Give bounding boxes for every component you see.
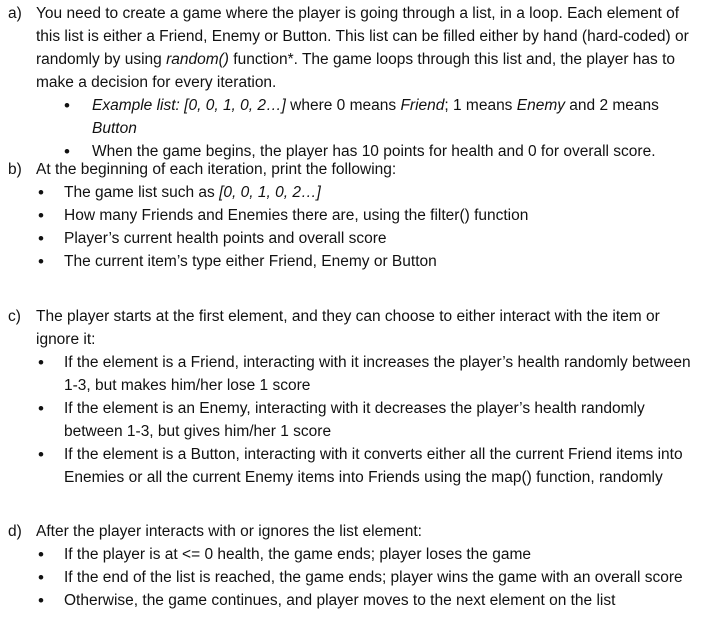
section-c-intro: The player starts at the first element, and they can choose to either interact with the item or ignore it: — [36, 308, 660, 348]
section-c-bullets — [36, 351, 706, 489]
section-d-bullets — [36, 543, 706, 612]
example-list-text: [0, 0, 1, 0, 2…] — [219, 184, 321, 201]
list-item: • The current item’s type either Friend, Enemy or Button — [36, 250, 706, 273]
example-list-text: Example list: [0, 0, 1, 0, 2…] — [92, 97, 286, 114]
section-b-body — [36, 158, 706, 273]
section-b-marker: b) — [8, 161, 22, 178]
example-text-part: where 0 means — [285, 97, 401, 114]
section-a-marker: a) — [8, 5, 22, 22]
section-a-intro — [36, 2, 706, 94]
list-item: • When the game begins, the player has 10 points for health and 0 for overall score. — [36, 140, 706, 163]
list-item: • If the element is a Friend, interacting with it increases the player’s health randomly between 1-3, but makes him/her lose 1 score — [36, 351, 706, 397]
section-b-intro: At the beginning of each iteration, print the following: — [36, 161, 397, 178]
list-item: • If the end of the list is reached, the game ends; player wins the game with an overall score — [36, 566, 706, 589]
section-d-body — [36, 520, 706, 612]
list-item: • Otherwise, the game continues, and player moves to the next element on the list — [36, 589, 706, 612]
list-item — [36, 181, 706, 204]
section-a-body — [36, 2, 706, 163]
friend-term: Friend — [400, 97, 445, 114]
list-item: • If the player is at <= 0 health, the game ends; player loses the game — [36, 543, 706, 566]
section-b-bullets — [36, 181, 706, 273]
button-term: Button — [92, 120, 137, 137]
random-function-text: random() — [166, 51, 229, 68]
list-item: • If the element is an Enemy, interacting with it decreases the player’s health randomly between 1-3, but gives him/her 1 score — [36, 397, 706, 443]
list-item: • How many Friends and Enemies there are, using the filter() function — [36, 204, 706, 227]
section-c-marker: c) — [8, 308, 21, 325]
example-text-part: and 2 means — [565, 97, 659, 114]
section-a-intro-text-1: You need to create a game where the player is going through a list, in a loop. Each element of this list is either a Friend, Enemy or Button. This list can be filled either by hand (hard-coded) or randomly by using — [36, 5, 689, 68]
section-d-intro: After the player interacts with or ignores the list element: — [36, 523, 422, 540]
example-text-part: ; 1 means — [444, 97, 517, 114]
enemy-term: Enemy — [516, 97, 565, 114]
list-item: • Player’s current health points and overall score — [36, 227, 706, 250]
section-a-intro-text-2: function*. The game loops through this list and, the player has to make a decision for every iteration. — [36, 51, 676, 91]
section-d-marker: d) — [8, 523, 22, 540]
section-c-body — [36, 305, 706, 489]
list-item — [36, 94, 706, 140]
section-a-bullets — [36, 94, 706, 163]
game-list-text: The game list such as — [64, 184, 220, 201]
list-item: • If the element is a Button, interacting with it converts either all the current Friend items into Enemies or all the current Enemy items into Friends using the map() function, randomly — [36, 443, 706, 489]
